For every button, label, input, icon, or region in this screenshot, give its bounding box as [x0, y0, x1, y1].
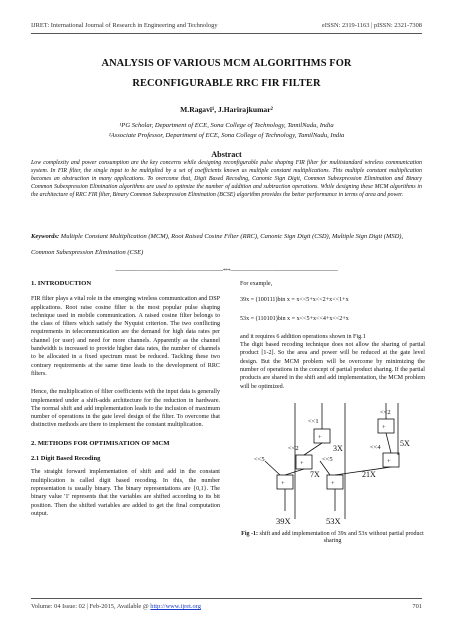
shift-2a-label: <<2 [288, 444, 299, 452]
page-header [31, 22, 422, 36]
introduction-paragraph-2: Hence, the multiplication of filter coefficients with the input data is generally implemented under a shift-adds architecture for the reduction in hardware. The normal shift and add implementation leads to the inclusion of maximum number of operations in the gate level design of the filter. To overcome that distinctive methods are there to implement the constant multiplication. [31, 389, 220, 429]
shift-add-diagram [240, 401, 425, 529]
footer-volume-text: Volume: 04 Issue: 02 | Feb-2015, Available @ [31, 603, 151, 610]
keywords-label: Keywords: [31, 233, 60, 240]
equation-39x: 39x = (100111)bin x = x<<5+x<<2+x<<1+x [240, 297, 349, 304]
page-footer [31, 598, 422, 610]
footer-url-link[interactable]: http://www.ijret.org [150, 603, 201, 610]
journal-name: IJRET: International Journal of Research in Engineering and Technology [31, 22, 218, 29]
adder-2-plus: + [300, 459, 304, 467]
adder-3-plus: + [382, 423, 386, 431]
adder-6-plus: + [331, 479, 335, 487]
example-followup: and it requires 6 addition operations shown in Fig.1 [240, 333, 366, 340]
output-53x-label: 53X [326, 515, 341, 526]
shift-5b-label: <<5 [322, 455, 333, 463]
right-column [240, 280, 425, 546]
adder-4-plus: + [387, 457, 391, 465]
adder-1-plus: + [318, 433, 322, 441]
introduction-heading: 1. INTRODUCTION [31, 280, 92, 287]
shift-1-label: <<1 [308, 417, 319, 425]
methods-heading: 2. METHODS FOR OPTIMISATION OF MCM [31, 439, 170, 447]
adder-5-plus: + [281, 479, 285, 487]
footer-volume [31, 603, 201, 610]
affiliation-1: ¹PG Scholar, Department of ECE, Sona College of Technology, TamilNadu, India [119, 122, 334, 129]
paper-title-line-2: RECONFIGURABLE RRC FIR FILTER [132, 78, 321, 89]
figure-caption [240, 531, 425, 546]
issn: eISSN: 2319-1163 | pISSN: 2321-7308 [321, 22, 422, 29]
shift-add-svg [240, 401, 425, 529]
digit-based-recoding-paragraph: The straight forward implementation of shift and add in the constant multiplication is called digit based recoding. In this, the number representation is usually binary. The binary representations are {0,1}. The binary value '1' represents that the variables are shifted according to its bit position. Then the shifted variables are added to get the final computation output. [31, 469, 220, 517]
shift-2b-label: <<2 [380, 408, 391, 416]
abstract-text: Low complexity and power consumption are the key concerns while designing reconfigurable pulse shaping FIR filter for multistandard wireless communication system. In FIR filter, the single input to be multiplied by a set of coefficients known as multiple constant multiplications. This multiple constant multiplication becomes an obstruction in many applications. To overcome that, Digit Based Recoding, Canonic Sign Digit, Common Subexpression Elimination and Binary Common Subexpression Elimination algorithms are used to optimize the number of addition and subtraction operations. While designing these MCM algorithms in the architecture of RRC FIR filter, Binary Common Subexpression Elimination (BCSE) algorithm provides the better performance in terms of area and power. [31, 160, 422, 198]
partial-product-paragraph: The digit based recoding technique does not allow the sharing of partial product [1-2]. So the area and power will be reduced at the gate level design. But the MCM problem will be overcome by minimizing the number of operations in the concept of partial product sharing. If the partial products are shared in the shift and add implementation, the MCM problem will be optimized. [240, 342, 425, 390]
keywords-text: Multiple Constant Multiplication (MCM), Root Raised Cosine Filter (RRC), Canonic Sign Digit (CSD), Multiple Sign Digit (MSD), Common Subexpression Elimination (CSE) [31, 233, 404, 256]
section-divider: ------------------------------------------------------------------------***------------------------------------------------------------------------ [115, 268, 338, 274]
shift-5a-label: <<5 [254, 455, 265, 463]
shift-4-label: <<4 [370, 443, 381, 451]
output-39x-label: 39X [276, 515, 291, 526]
page-number: 701 [412, 603, 422, 610]
digit-based-recoding-heading: 2.1 Digit Based Recoding [31, 455, 101, 463]
paper-title-line-1: ANALYSIS OF VARIOUS MCM ALGORITHMS FOR [101, 58, 352, 69]
footer-rule [31, 598, 422, 599]
header-rule [31, 33, 422, 34]
keywords [31, 229, 422, 261]
figure-caption-text: shift and add implementation of 39x and 53x without partial product sharing [258, 530, 424, 545]
affiliation-2: ²Associate Professor, Department of ECE, Sona College of Technology, TamilNadu, India [108, 132, 345, 139]
abstract-heading: Abstract [211, 150, 242, 159]
figure-caption-label: Fig -1: [241, 530, 258, 537]
introduction-paragraph-1: FIR filter plays a vital role in the emerging wireless communication and DSP applications. Root raise cosine filter is the most popular pulse shaping technique used in mobile communication. A raised cosine filter belongs to the class of filters which satisfy the Nyquist criterion. The two conflicting requirements in telecommunication are the demand for high data rates per channel (or user) and need for more channels. Apparently as the channel bandwidth is increased to provide higher data rates, the number of channels to be allocated in a fixed spectrum must be reduced. Tackling these two contrary requirements at the same time leads to the development of RRC filters. [31, 296, 220, 377]
node-7x-label: 7X [310, 469, 320, 479]
example-intro: For example, [240, 281, 273, 287]
node-3x-label: 3X [333, 443, 343, 453]
authors: M.Ragavi¹, J.Harirajkumar² [180, 105, 273, 114]
left-column [31, 280, 220, 528]
node-21x-label: 21X [362, 469, 376, 479]
equation-53x: 53x = (110101)bin x = x<<5+x<<4+x<<2+x [240, 315, 349, 322]
node-5x-label: 5X [400, 438, 410, 448]
